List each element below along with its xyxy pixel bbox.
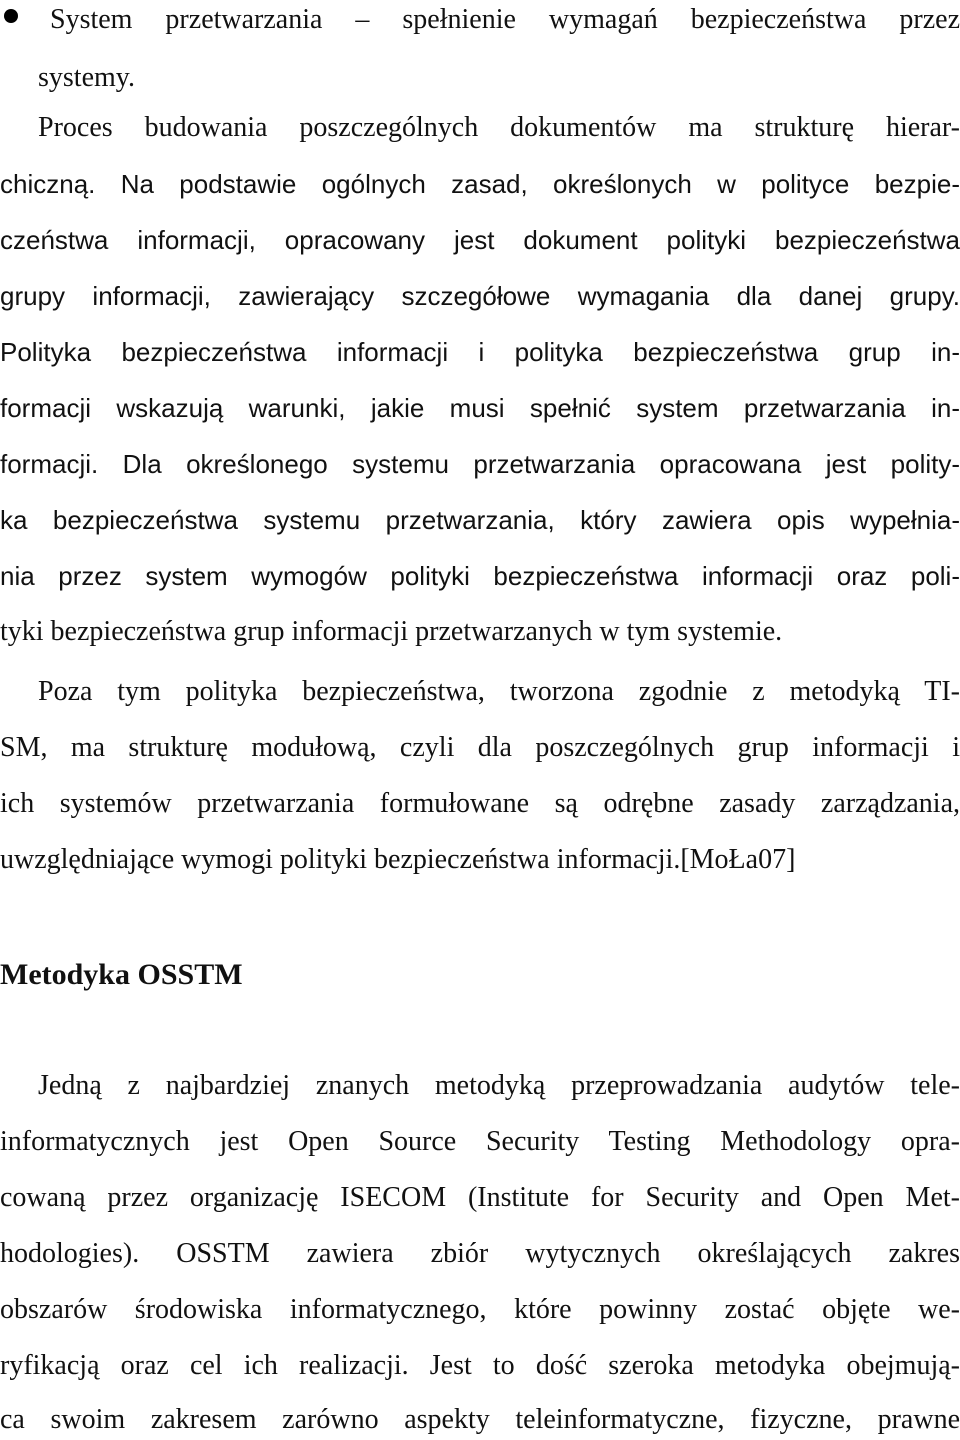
text-line: Polityka bezpieczeństwa informacji i polityka bezpieczeństwa grup in- — [0, 337, 960, 367]
text-line: grupy informacji, zawierający szczegółowe wymagania dla danej grupy. — [0, 281, 960, 311]
text-line: hodologies). OSSTM zawiera zbiór wytycznych określających zakres — [0, 1238, 960, 1269]
text-line: formacji. Dla określonego systemu przetwarzania opracowana jest polity- — [0, 449, 960, 479]
text-line: tyki bezpieczeństwa grup informacji przetwarzanych w tym systemie. — [0, 616, 783, 647]
text-line: informatycznych jest Open Source Security Testing Methodology opra- — [0, 1126, 960, 1157]
text-line: systemy. — [38, 62, 135, 93]
text-line: System przetwarzania – spełnienie wymagań bezpieczeństwa przez — [50, 4, 960, 35]
text-line: ryfikacją oraz cel ich realizacji. Jest to dość szeroka metodyka obejmują- — [0, 1350, 960, 1381]
text-line: ich systemów przetwarzania formułowane są odrębne zasady zarządzania, — [0, 788, 960, 819]
text-line: nia przez system wymogów polityki bezpieczeństwa informacji oraz poli- — [0, 561, 960, 591]
text-line: chiczną. Na podstawie ogólnych zasad, określonych w polityce bezpie- — [0, 169, 960, 199]
text-line: obszarów środowiska informatycznego, które powinny zostać objęte we- — [0, 1294, 960, 1325]
bullet-line — [0, 2, 960, 38]
section-heading: Metodyka OSSTM — [0, 958, 243, 991]
text-line: ca swoim zakresem zarówno aspekty teleinformatyczne, fizyczne, prawne — [0, 1404, 960, 1435]
bullet-icon — [4, 9, 18, 23]
text-line: czeństwa informacji, opracowany jest dokument polityki bezpieczeństwa — [0, 225, 960, 255]
text-line: formacji wskazują warunki, jakie musi spełnić system przetwarzania in- — [0, 393, 960, 423]
text-line: ka bezpieczeństwa systemu przetwarzania, który zawiera opis wypełnia- — [0, 505, 960, 535]
text-line: Poza tym polityka bezpieczeństwa, tworzona zgodnie z metodyką TI- — [38, 676, 960, 707]
text-line: Jedną z najbardziej znanych metodyką przeprowadzania audytów tele- — [38, 1070, 960, 1101]
text-line: Proces budowania poszczególnych dokumentów ma strukturę hierar- — [38, 112, 960, 143]
text-line: uwzględniające wymogi polityki bezpieczeństwa informacji.[MoŁa07] — [0, 844, 796, 875]
text-line: cowaną przez organizację ISECOM (Institute for Security and Open Met- — [0, 1182, 960, 1213]
text-line: SM, ma strukturę modułową, czyli dla poszczególnych grup informacji i — [0, 732, 960, 763]
